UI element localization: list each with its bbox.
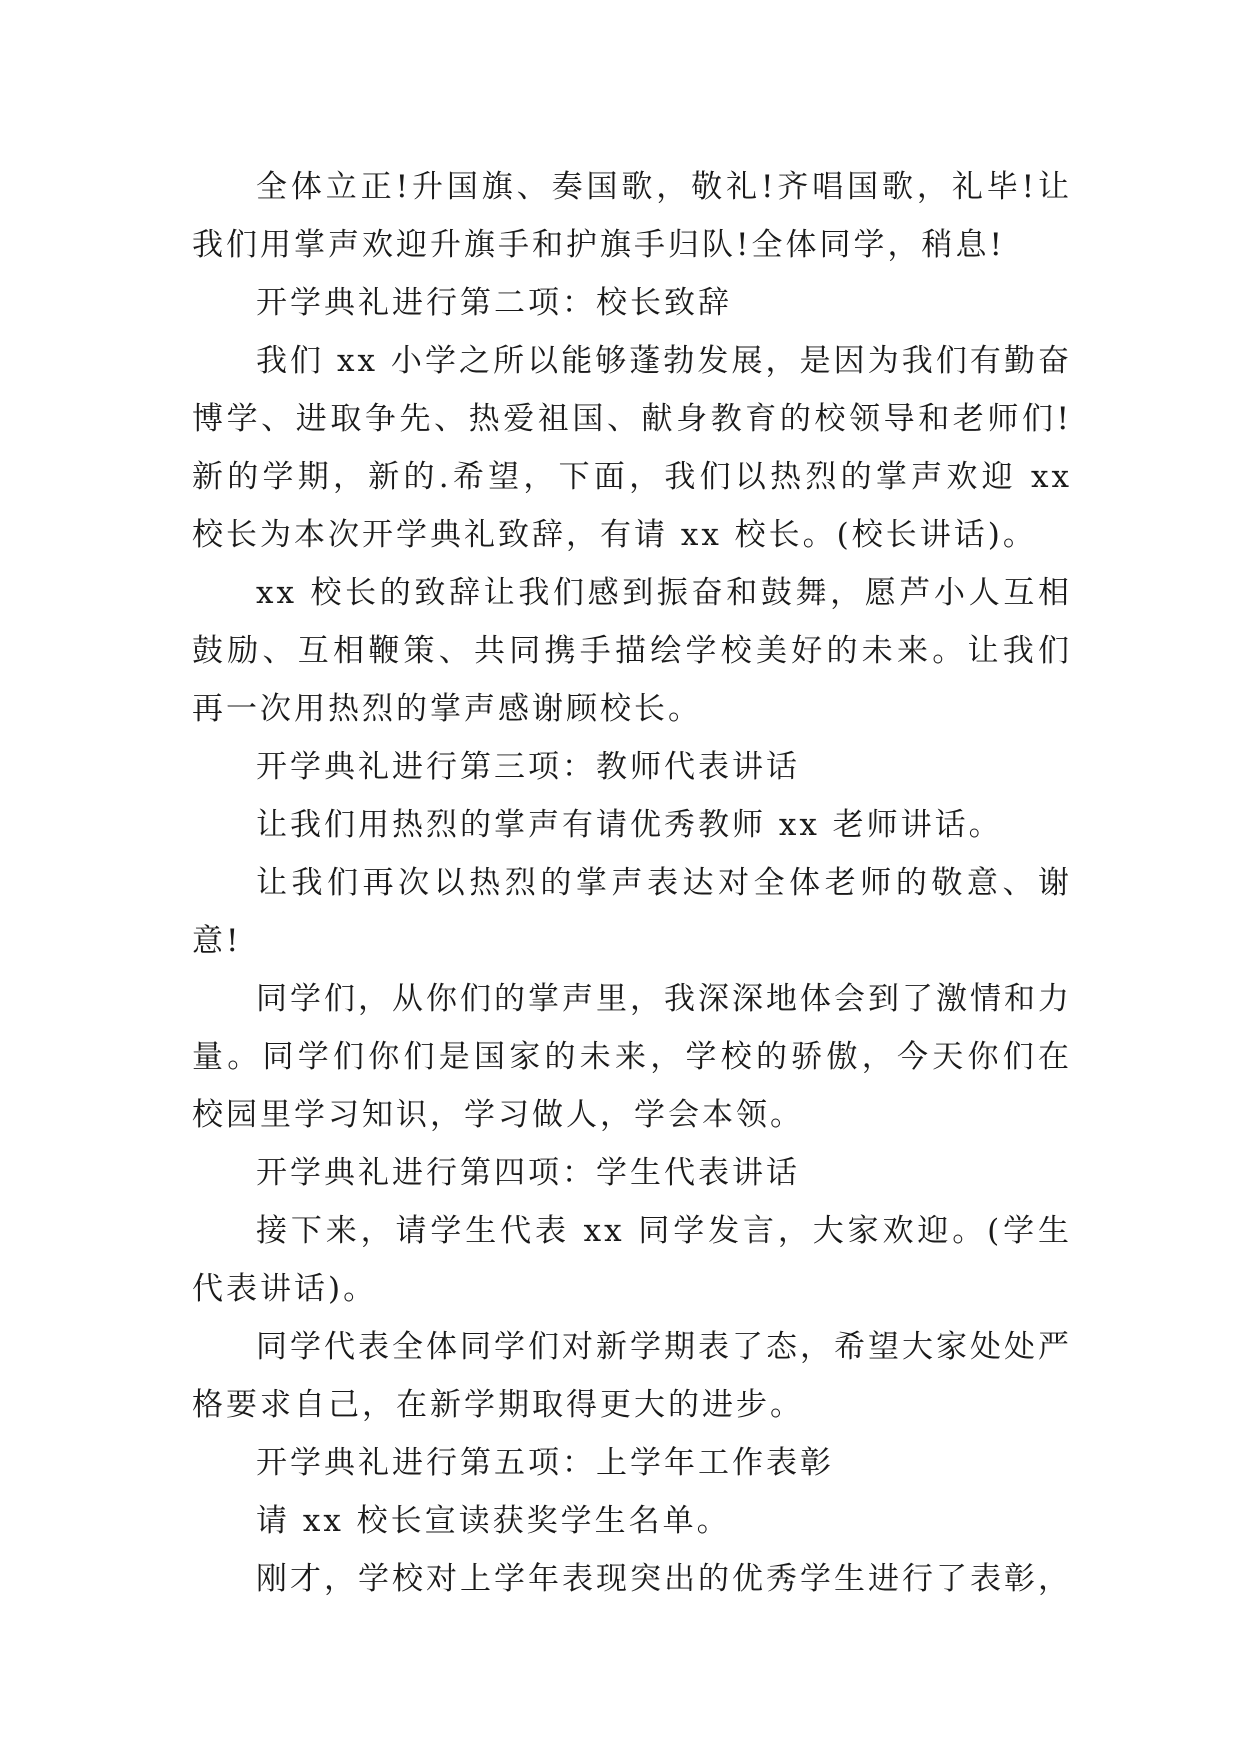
paragraph-flag-ceremony: 全体立正!升国旗、奏国歌，敬礼!齐唱国歌，礼毕!让我们用掌声欢迎升旗手和护旗手归队!全体同学，稍息! bbox=[192, 169, 1072, 263]
paragraph-student-invite: 接下来，请学生代表 xx 同学发言，大家欢迎。(学生代表讲话)。 bbox=[192, 1213, 1072, 1307]
paragraph-awards-list: 请 xx 校长宣读获奖学生名单。 bbox=[256, 1503, 731, 1539]
section-heading-awards: 开学典礼进行第五项：上学年工作表彰 bbox=[256, 1445, 834, 1481]
section-heading-teacher-speech: 开学典礼进行第三项：教师代表讲话 bbox=[256, 749, 800, 785]
paragraph-awards-commendation: 刚才，学校对上学年表现突出的优秀学生进行了表彰， bbox=[256, 1561, 1072, 1597]
paragraph-teacher-thanks: 让我们再次以热烈的掌声表达对全体老师的敬意、谢意! bbox=[192, 865, 1072, 959]
paragraph-students-future: 同学们，从你们的掌声里，我深深地体会到了激情和力量。同学们你们是国家的未来，学校的骄傲，今天你们在校园里学习知识，学习做人，学会本领。 bbox=[192, 981, 1072, 1133]
paragraph-principal-intro: 我们 xx 小学之所以能够蓬勃发展，是因为我们有勤奋博学、进取争先、热爱祖国、献身教育的校领导和老师们!新的学期，新的.希望，下面，我们以热烈的掌声欢迎 xx 校长为本次开学典礼致辞，有请 xx 校长。(校长讲话)。 bbox=[192, 343, 1072, 553]
paragraph-teacher-invite: 让我们用热烈的掌声有请优秀教师 xx 老师讲话。 bbox=[256, 807, 1003, 843]
document-body bbox=[192, 158, 1072, 1608]
section-heading-student-speech: 开学典礼进行第四项：学生代表讲话 bbox=[256, 1155, 800, 1191]
paragraph-student-summary: 同学代表全体同学们对新学期表了态，希望大家处处严格要求自己，在新学期取得更大的进步。 bbox=[192, 1329, 1072, 1423]
paragraph-principal-thanks: xx 校长的致辞让我们感到振奋和鼓舞，愿芦小人互相鼓励、互相鞭策、共同携手描绘学校美好的未来。让我们再一次用热烈的掌声感谢顾校长。 bbox=[192, 575, 1072, 727]
section-heading-principal-speech: 开学典礼进行第二项：校长致辞 bbox=[256, 285, 732, 321]
